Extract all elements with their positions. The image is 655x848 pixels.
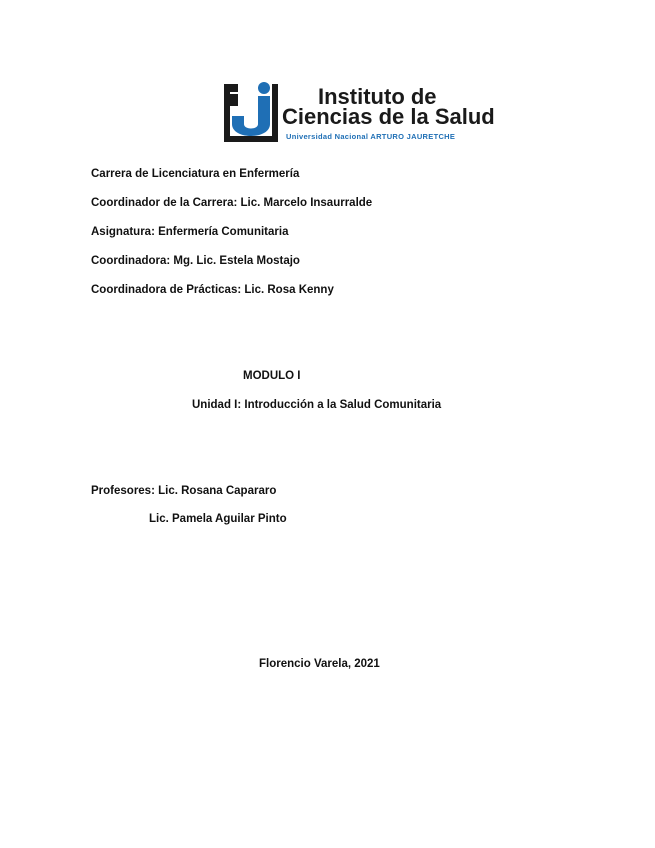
institute-logo-title-line2: Ciencias de la Salud	[282, 104, 495, 129]
career-line: Carrera de Licenciatura en Enfermería	[91, 168, 300, 180]
coordinator-line: Coordinadora: Mg. Lic. Estela Mostajo	[91, 255, 300, 267]
unit-title: Unidad I: Introducción a la Salud Comunitaria	[192, 399, 442, 411]
professors-line: Profesores: Lic. Rosana Capararo	[91, 485, 277, 497]
institute-logo-mark-icon	[222, 80, 280, 146]
institute-logo-title-line1: Instituto de	[318, 84, 437, 109]
practice-coordinator-line: Coordinadora de Prácticas: Lic. Rosa Kenny	[91, 284, 334, 296]
institute-logo-subtitle: Universidad Nacional ARTURO JAURETCHE	[286, 132, 456, 141]
professors-line-2: Lic. Pamela Aguilar Pinto	[149, 513, 287, 525]
subject-line: Asignatura: Enfermería Comunitaria	[91, 226, 289, 238]
institute-logo-title	[282, 84, 495, 129]
career-coordinator-line: Coordinador de la Carrera: Lic. Marcelo Insaurralde	[91, 197, 373, 209]
institute-logo	[222, 80, 512, 146]
module-title: MODULO I	[243, 370, 301, 382]
place-date: Florencio Varela, 2021	[259, 658, 380, 670]
